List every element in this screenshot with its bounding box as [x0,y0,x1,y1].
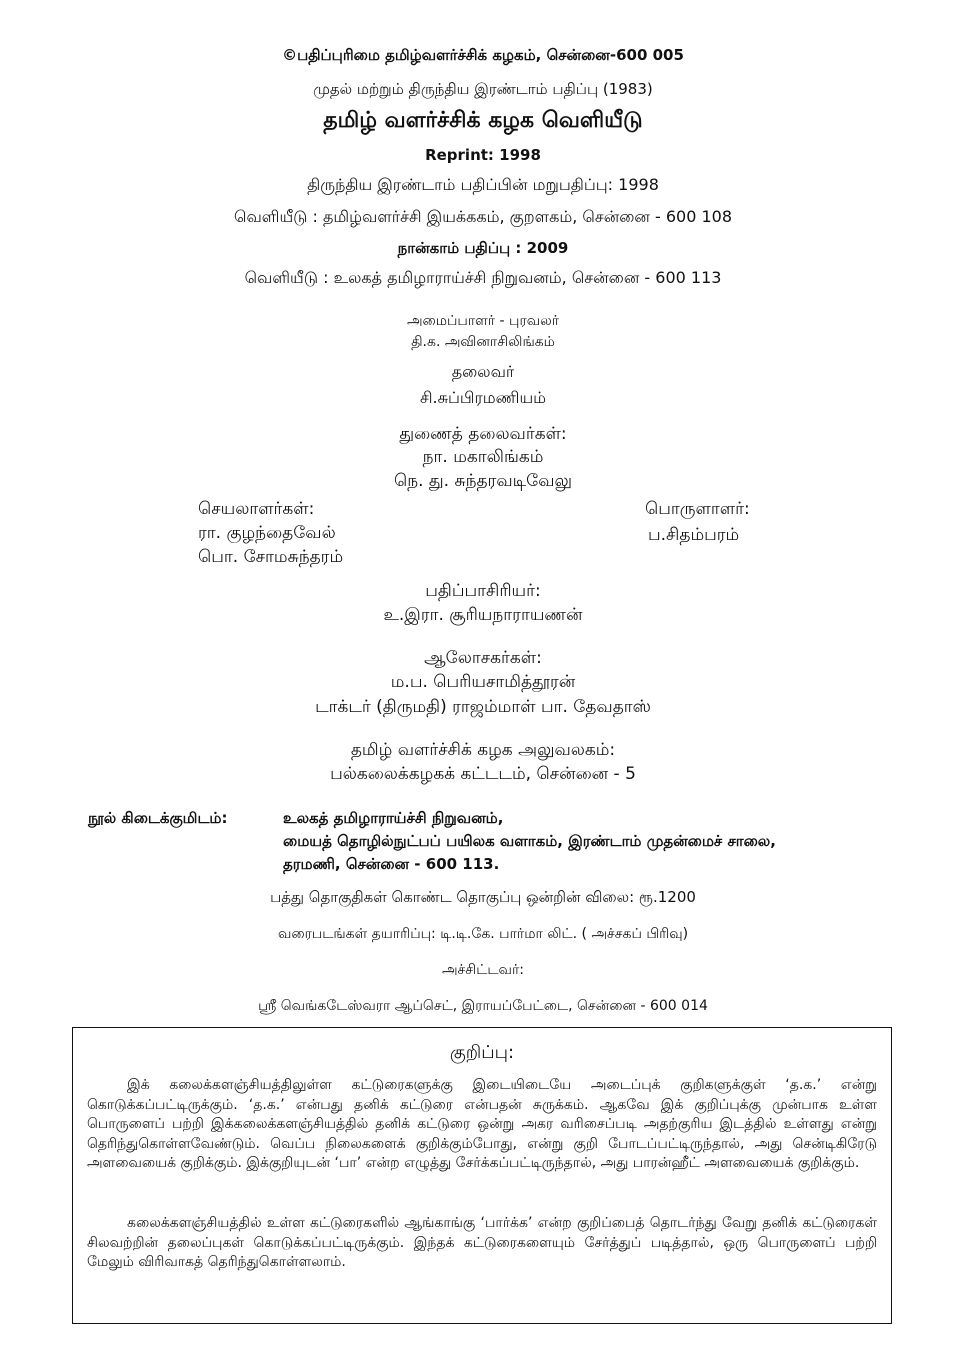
president-role: தலைவர் [451,362,515,381]
note-paragraph-1-text: இக் கலைக்களஞ்சியத்திலுள்ள கட்டுரைகளுக்கு இடையிடையே அடைப்புக் குறிகளுக்குள் ‘த.க.’ என்று கொடுக்கப்பட்டிருக்கும். ‘த.க.’ என்பது தனிக் கட்டுரை என்பதன் சுருக்கம். ஆகவே இக் குறிப்புக்கு முன்பாக உள்ள பொருளைப் பற்றி இக்கலைக்களஞ்சியத்தில் தனிக் கட்டுரை ஒன்று அகர வரிசைப்படி அதற்குரிய இடத்தில் உள்ளது என்று தெரிந்துகொள்ளவேண்டும். வெப்ப நிலைகளைக் குறிக்கும்போது, என்று குறி போடப்பட்டிருந்தால், அது சென்டிகிரேடு அளவையைக் குறிக்கும். இக்குறியுடன் ‘பா’ என்ற எழுத்து சேர்க்கப்பட்டிருந்தால், அது பாரன்ஹீட் அளவையைக் குறிக்கும். [87,1077,877,1171]
secretary-name-2: பொ. சோமசுந்தரம் [198,547,344,567]
copyright-line: ©பதிப்புரிமை தமிழ்வளர்ச்சிக் கழகம், சென்னை-600 005 [282,46,684,64]
vice-president-name-1: நா. மகாலிங்கம் [422,447,544,467]
founder-name: தி.க. அவினாசிலிங்கம் [411,334,555,350]
maps-credit-line: வரைபடங்கள் தயாரிப்பு: டி.டி.கே. பார்மா லிட். ( அச்சகப் பிரிவு) [277,926,689,942]
printer-label: அச்சிட்டவர்: [442,962,524,978]
note-paragraph-2-text: கலைக்களஞ்சியத்தில் உள்ள கட்டுரைகளில் ஆங்காங்கு ‘பார்க்க’ என்ற குறிப்பைத் தொடர்ந்து வேறு தனிக் கட்டுரைகள் சிலவற்றின் தலைப்புகள் கொடுக்கப்பட்டிருக்கும். இந்தக் கட்டுரைகளையும் சேர்த்துப் படித்தால், ஒரு பொருளைப் பற்றி மேலும் விரிவாகத் தெரிந்துகொள்ளலாம். [87,1215,877,1270]
note-paragraph-1 [87,1076,877,1174]
publication-line-2: வெளியீடு : உலகத் தமிழாராய்ச்சி நிறுவனம், சென்னை - 600 113 [244,268,722,287]
editor-role: பதிப்பாசிரியர்: [425,581,541,601]
distribution-line-3: தரமணி, சென்னை - 600 113. [283,855,500,873]
note-box [72,1027,892,1324]
publication-line-1: வெளியீடு : தமிழ்வளர்ச்சி இயக்ககம், குறளகம், சென்னை - 600 108 [233,207,732,226]
first-edition-line: முதல் மற்றும் திருந்திய இரண்டாம் பதிப்பு (1983) [313,80,653,98]
secretary-role: செயலாளர்கள்: [198,499,315,519]
distribution-line-1: உலகத் தமிழாராய்ச்சி நிறுவனம், [283,809,504,827]
office-title: தமிழ் வளர்ச்சிக் கழக அலுவலகம்: [350,740,616,760]
advisor-role: ஆலோசகர்கள்: [424,648,542,668]
note-paragraph-2 [87,1214,877,1273]
founder-role: அமைப்பாளர் - புரவலர் [406,313,560,329]
treasurer-role: பொருளாளர்: [645,499,750,519]
printer-line: ஸ்ரீ வெங்கடேஸ்வரா ஆப்செட், இராயப்பேட்டை, சென்னை - 600 014 [258,998,708,1014]
advisor-name-1: ம.ப. பெரியசாமித்தூரன் [390,672,576,692]
distribution-label: நூல் கிடைக்குமிடம்: [88,809,228,827]
note-title: குறிப்பு: [449,1042,515,1063]
editor-name: உ.இரா. சூரியநாராயணன் [383,605,583,625]
price-line: பத்து தொகுதிகள் கொண்ட தொகுப்பு ஒன்றின் விலை: ரூ.1200 [270,888,696,906]
fourth-edition-line: நான்காம் பதிப்பு : 2009 [397,239,569,257]
publisher-title: தமிழ் வளர்ச்சிக் கழக வெளியீடு [323,108,643,133]
treasurer-name: ப.சிதம்பரம் [648,525,740,545]
vice-president-role: துணைத் தலைவர்கள்: [399,424,567,444]
reprint-tamil-line: திருந்திய இரண்டாம் பதிப்பின் மறுபதிப்பு: 1998 [307,175,659,194]
advisor-name-2: டாக்டர் (திருமதி) ராஜம்மாள் பா. தேவதாஸ் [315,697,651,717]
distribution-line-2: மையத் தொழில்நுட்பப் பயிலக வளாகம், இரண்டாம் முதன்மைச் சாலை, [283,832,776,850]
reprint-line: Reprint: 1998 [425,146,541,164]
vice-president-name-2: நெ. து. சுந்தரவடிவேலு [393,471,572,491]
office-address: பல்கலைக்கழகக் கட்டடம், சென்னை - 5 [330,764,636,784]
secretary-name-1: ரா. குழந்தைவேல் [198,523,336,543]
president-name: சி.சுப்பிரமணியம் [419,388,547,407]
